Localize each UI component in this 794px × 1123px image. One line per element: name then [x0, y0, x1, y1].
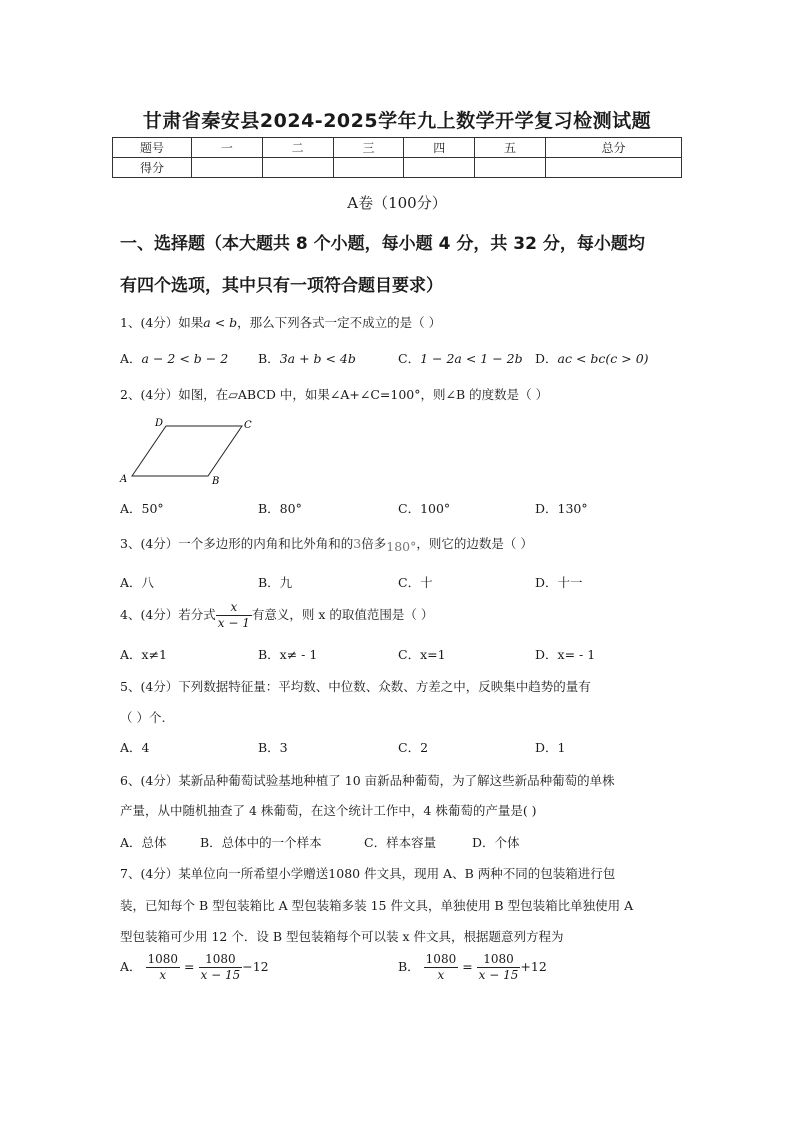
- q3-text-tail: ，则它的边数是（ ）: [416, 536, 533, 551]
- parallelogram-figure: [118, 414, 258, 486]
- score-header-cell: 二: [262, 138, 333, 158]
- q4-text-tail: 有意义，则 x 的取值范围是（ ）: [251, 607, 434, 622]
- q7b-fraction-left: [424, 952, 459, 983]
- fraction-denominator: x − 1: [217, 616, 250, 630]
- equals-sign: =: [462, 959, 473, 974]
- option-label: A．: [120, 351, 142, 366]
- question-5-line2: （ ）个.: [120, 710, 166, 725]
- score-header-cell: 五: [475, 138, 546, 158]
- score-table-score-row: [113, 158, 682, 178]
- option-math: 1 − 2a < 1 − 2b: [420, 351, 523, 366]
- score-header-cell: 一: [192, 138, 263, 158]
- score-input-cell[interactable]: [475, 158, 546, 178]
- q2-option-d[interactable]: D．130°: [535, 501, 588, 516]
- vertex-label-a: A: [120, 474, 128, 485]
- question-2-stem: 2、(4分）如图，在▱ABCD 中，如果∠A+∠C=100°，则∠B 的度数是（ ）: [120, 387, 549, 402]
- fraction-numerator: 1080: [199, 952, 243, 968]
- option-label: A．: [120, 959, 142, 974]
- fraction-denominator: x − 15: [478, 968, 519, 982]
- q7a-fraction-left: [146, 952, 181, 983]
- q3-text: 3、(4分）一个多边形的内角和比外角和的: [120, 536, 354, 551]
- fraction-numerator: 1080: [477, 952, 521, 968]
- option-label: D．: [535, 351, 558, 366]
- exam-title: 甘肃省秦安县2024-2025学年九上数学开学复习检测试题: [142, 110, 652, 132]
- parallelogram-shape: [132, 426, 242, 476]
- q1-math: a < b: [203, 315, 238, 330]
- score-input-cell[interactable]: [545, 158, 681, 178]
- score-header-cell: 四: [404, 138, 475, 158]
- q6-option-d[interactable]: D．个体: [472, 835, 520, 850]
- q5-option-b[interactable]: B．3: [258, 740, 288, 755]
- fraction-denominator: x: [437, 968, 445, 982]
- score-table: [112, 137, 682, 178]
- q4-option-d[interactable]: D．x= - 1: [535, 647, 596, 662]
- question-6-line2: 产量，从中随机抽查了 4 株葡萄，在这个统计工作中，4 株葡萄的产量是( ): [120, 803, 537, 818]
- q5-option-c[interactable]: C．2: [398, 740, 429, 755]
- section-heading-line2: 有四个选项，其中只有一项符合题目要求）: [120, 276, 443, 296]
- q3-option-d[interactable]: D．十一: [535, 575, 583, 590]
- section-heading-line1: 一、选择题（本大题共 8 个小题，每小题 4 分，共 32 分，每小题均: [120, 234, 645, 254]
- q6-option-c[interactable]: C．样本容量: [364, 835, 437, 850]
- score-row-label: 得分: [113, 158, 192, 178]
- q4-text: 4、(4分）若分式: [120, 607, 216, 622]
- question-3-stem: [120, 535, 533, 552]
- fraction-denominator: x − 15: [200, 968, 241, 982]
- vertex-label-d: D: [155, 418, 164, 429]
- option-math: ac < bc(c > 0): [557, 351, 649, 366]
- q1-text: 1、(4分）如果: [120, 315, 204, 330]
- score-header-cell: 题号: [113, 138, 192, 158]
- q3-text-mid: 倍多: [361, 536, 387, 551]
- fraction-numerator: 1080: [425, 952, 457, 966]
- q7b-constant: +12: [520, 959, 547, 974]
- q3-number: 3: [353, 536, 362, 551]
- q3-option-b[interactable]: B．九: [258, 575, 293, 590]
- q4-fraction: [216, 600, 252, 631]
- question-5-line1: 5、(4分）下列数据特征量：平均数、中位数、众数、方差之中，反映集中趋势的量有: [120, 679, 591, 694]
- vertex-label-c: C: [244, 420, 252, 431]
- q4-option-b[interactable]: B．x≠ - 1: [258, 647, 318, 662]
- vertex-label-b: B: [212, 476, 220, 486]
- option-label: B．: [398, 959, 420, 974]
- score-input-cell[interactable]: [333, 158, 404, 178]
- q4-option-a[interactable]: A．x≠1: [120, 647, 168, 662]
- question-1-stem: [120, 314, 441, 331]
- q1-text-tail: ，那么下列各式一定不成立的是（ ）: [237, 315, 442, 330]
- score-header-cell: 三: [333, 138, 404, 158]
- option-math: 3a + b < 4b: [279, 351, 356, 366]
- question-6-line1: 6、(4分）某新品种葡萄试验基地种植了 10 亩新品种葡萄，为了解这些新品种葡萄的单株: [120, 773, 615, 788]
- q6-option-b[interactable]: B．总体中的一个样本: [200, 835, 322, 850]
- fraction-numerator: x: [216, 600, 252, 616]
- q7a-fraction-right: [199, 952, 243, 983]
- option-math: a − 2 < b − 2: [141, 351, 229, 366]
- q5-option-d[interactable]: D．1: [535, 740, 566, 755]
- paper-section-a-title: A卷（100分）: [347, 194, 447, 212]
- score-input-cell[interactable]: [262, 158, 333, 178]
- q2-option-b[interactable]: B．80°: [258, 501, 302, 516]
- q5-option-a[interactable]: A．4: [120, 740, 150, 755]
- q7-option-a[interactable]: [120, 952, 269, 983]
- q2-option-a[interactable]: A．50°: [120, 501, 164, 516]
- q3-option-a[interactable]: A．八: [120, 575, 155, 590]
- option-label: B．: [258, 351, 280, 366]
- q2-option-c[interactable]: C．100°: [398, 501, 451, 516]
- question-4-stem: [120, 600, 433, 631]
- question-7-line1: 7、(4分）某单位向一所希望小学赠送1080 件文具，现用 A、B 两种不同的包装箱进行包: [120, 866, 616, 881]
- fraction-numerator: 1080: [147, 952, 179, 966]
- q4-option-c[interactable]: C．x=1: [398, 647, 446, 662]
- q1-option-b[interactable]: [258, 350, 356, 367]
- q3-angle: 180°: [386, 539, 417, 554]
- q6-option-a[interactable]: A．总体: [120, 835, 167, 850]
- question-7-line3: 型包装箱可少用 12 个．设 B 型包装箱每个可以装 x 件文具，根据题意列方程为: [120, 929, 564, 944]
- q1-option-c[interactable]: [398, 350, 523, 367]
- q1-option-a[interactable]: [120, 350, 228, 367]
- fraction-denominator: x: [159, 968, 167, 982]
- q3-option-c[interactable]: C．十: [398, 575, 433, 590]
- q7a-constant: −12: [242, 959, 269, 974]
- score-header-cell: 总分: [545, 138, 681, 158]
- question-7-line2: 装，已知每个 B 型包装箱比 A 型包装箱多装 15 件文具，单独使用 B 型包装箱比单独使用 A: [120, 898, 634, 913]
- option-label: C．: [398, 351, 421, 366]
- q1-option-d[interactable]: [535, 350, 649, 367]
- score-input-cell[interactable]: [404, 158, 475, 178]
- equals-sign: =: [184, 959, 195, 974]
- q7b-fraction-right: [477, 952, 521, 983]
- score-input-cell[interactable]: [192, 158, 263, 178]
- score-table-header-row: [113, 138, 682, 158]
- q7-option-b[interactable]: [398, 952, 547, 983]
